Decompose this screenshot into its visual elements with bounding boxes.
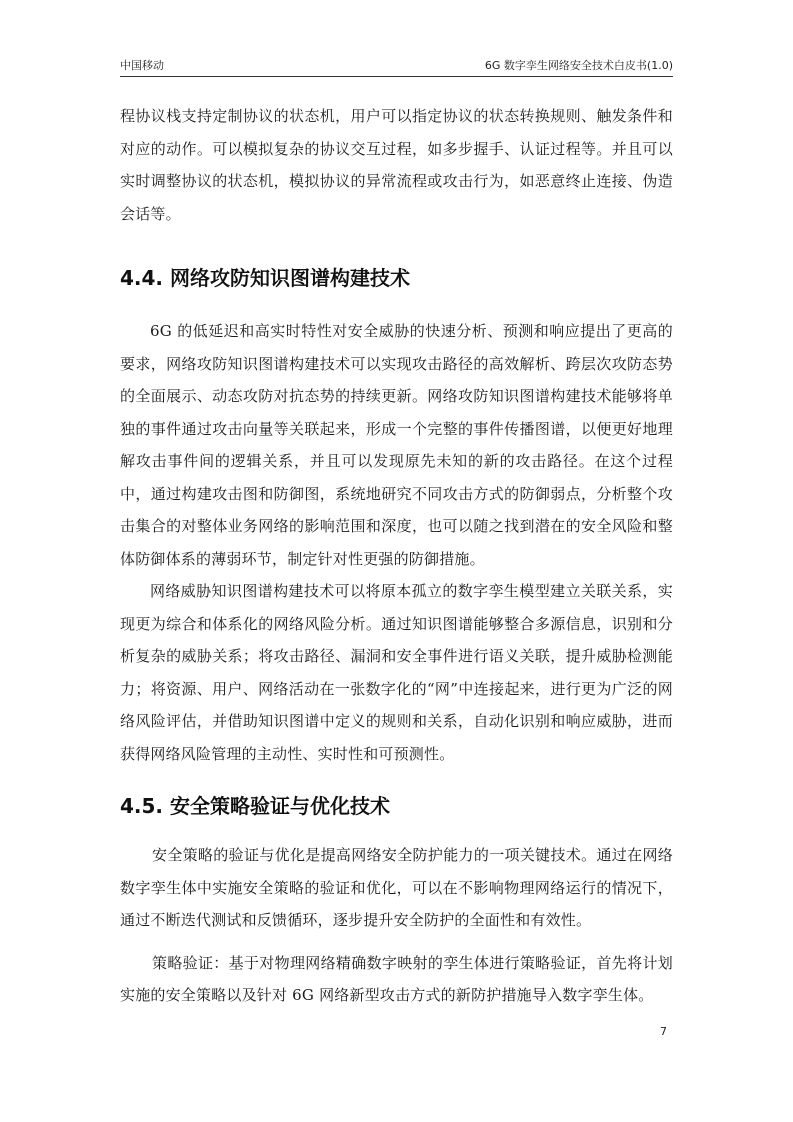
- section-heading-4-5: 4.5. 安全策略验证与优化技术: [120, 794, 390, 818]
- paragraph-policy-verification: 策略验证：基于对物理网络精确数字映射的孪生体进行策略验证，首先将计划实施的安全策略以及针对 6G 网络新型攻击方式的新防护措施导入数字孪生体。: [120, 953, 673, 1004]
- paragraph-protocol-state-machine: 程协议栈支持定制协议的状态机，用户可以指定协议的状态转换规则、触发条件和对应的动作。可以模拟复杂的协议交互过程，如多步握手、认证过程等。并且可以实时调整协议的状态机，模拟协议的异常流程或攻击行为，如恶意终止连接、伪造会话等。: [120, 107, 673, 223]
- paragraph-policy-optimization: 安全策略的验证与优化是提高网络安全防护能力的一项关键技术。通过在网络数字孪生体中实施安全策略的验证和优化，可以在不影响物理网络运行的情况下，通过不断迭代测试和反馈循环，逐步提升安全防护的全面性和有效性。: [120, 846, 673, 929]
- page-header: [120, 55, 673, 77]
- header-divider: [120, 76, 673, 77]
- page-body: [120, 100, 673, 1012]
- paragraph-spacer: [120, 937, 673, 947]
- header-org: 中国移动: [120, 59, 164, 72]
- paragraph-knowledge-graph-intro: 6G 的低延迟和高实时特性对安全威胁的快速分析、预测和响应提出了更高的要求，网络攻防知识图谱构建技术可以实现攻击路径的高效解析、跨层次攻防态势的全面展示、动态攻防对抗态势的持续更新。网络攻防知识图谱构建技术能够将单独的事件通过攻击向量等关联起来，形成一个完整的事件传播图谱，以便更好地理解攻击事件间的逻辑关系，并且可以发现原先未知的新的攻击路径。在这个过程中，通过构建攻击图和防御图，系统地研究不同攻击方式的防御弱点，分析整个攻击集合的对整体业务网络的影响范围和深度，也可以随之找到潜在的安全风险和整体防御体系的薄弱环节，制定针对性更强的防御措施。: [120, 322, 673, 568]
- page-number: 7: [660, 1025, 667, 1038]
- section-heading-4-4: 4.4. 网络攻防知识图谱构建技术: [120, 266, 410, 290]
- header-document-title: 6G 数字孪生网络安全技术白皮书(1.0): [484, 59, 673, 72]
- paragraph-threat-knowledge-graph: 网络威胁知识图谱构建技术可以将原本孤立的数字孪生模型建立关联关系，实现更为综合和体系化的网络风险分析。通过知识图谱能够整合多源信息，识别和分析复杂的威胁关系；将攻击路径、漏洞和安全事件进行语义关联，提升威胁检测能力；将资源、用户、网络活动在一张数字化的“网”中连接起来，进行更为广泛的网络风险评估，并借助知识图谱中定义的规则和关系，自动化识别和响应威胁，进而获得网络风险管理的主动性、实时性和可预测性。: [120, 582, 673, 763]
